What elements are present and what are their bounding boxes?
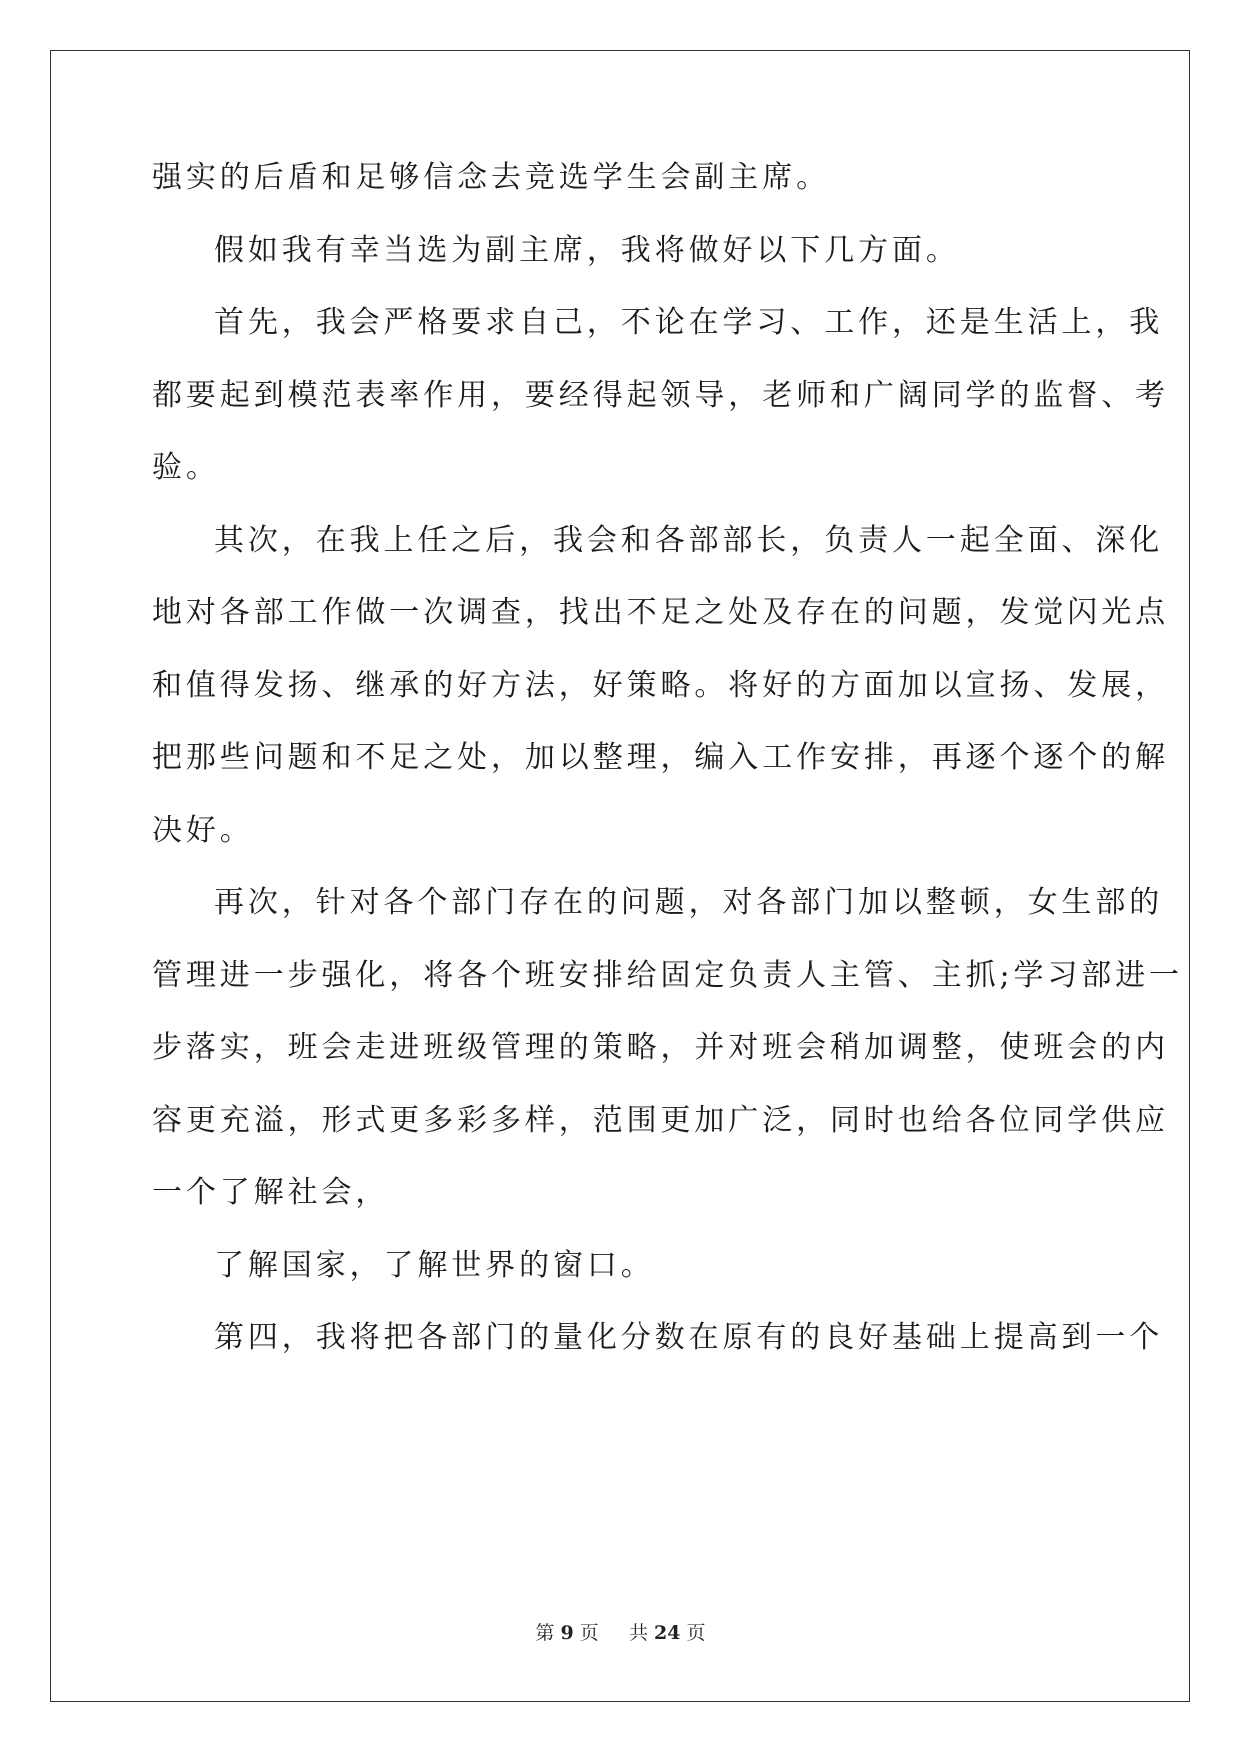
text-line: 管理进一步强化，将各个班安排给固定负责人主管、主抓;学习部进一 (152, 957, 1184, 993)
page-border (50, 50, 1190, 1702)
footer-page-suffix: 页 (579, 1622, 599, 1644)
footer-total-suffix: 页 (686, 1622, 706, 1644)
current-page-number: 9 (560, 1622, 574, 1644)
footer-total-prefix: 共 (628, 1622, 648, 1644)
text-line: 验。 (152, 450, 220, 485)
text-line: 再次，针对各个部门存在的问题，对各部门加以整顿，女生部的 (214, 885, 1164, 920)
text-line: 强实的后盾和足够信念去竞选学生会副主席。 (152, 160, 830, 195)
text-line: 都要起到模范表率作用，要经得起领导，老师和广阔同学的监督、考 (152, 377, 1169, 413)
text-line: 决好。 (152, 812, 254, 848)
total-page-count: 24 (654, 1622, 681, 1644)
text-line: 第四，我将把各部门的量化分数在原有的良好基础上提高到一个 (214, 1320, 1164, 1355)
text-line: 把那些问题和不足之处，加以整理，编入工作安排，再逐个逐个的解 (152, 740, 1169, 775)
page-footer (0, 1618, 1241, 1645)
text-line: 了解国家，了解世界的窗口。 (214, 1247, 655, 1283)
text-line: 其次，在我上任之后，我会和各部部长，负责人一起全面、深化 (214, 522, 1164, 558)
text-line: 和值得发扬、继承的好方法，好策略。将好的方面加以宣扬、发展， (152, 667, 1169, 703)
text-line: 假如我有幸当选为副主席，我将做好以下几方面。 (214, 232, 960, 268)
text-line: 容更充溢，形式更多彩多样，范围更加广泛，同时也给各位同学供应 (152, 1102, 1169, 1138)
footer-prefix: 第 (535, 1622, 555, 1644)
text-line: 步落实，班会走进班级管理的策略，并对班会稍加调整，使班会的内 (152, 1030, 1169, 1065)
text-line: 首先，我会严格要求自己，不论在学习、工作，还是生活上，我 (214, 305, 1164, 340)
text-line: 地对各部工作做一次调查，找出不足之处及存在的问题，发觉闪光点 (152, 595, 1169, 630)
text-line: 一个了解社会， (152, 1175, 390, 1210)
